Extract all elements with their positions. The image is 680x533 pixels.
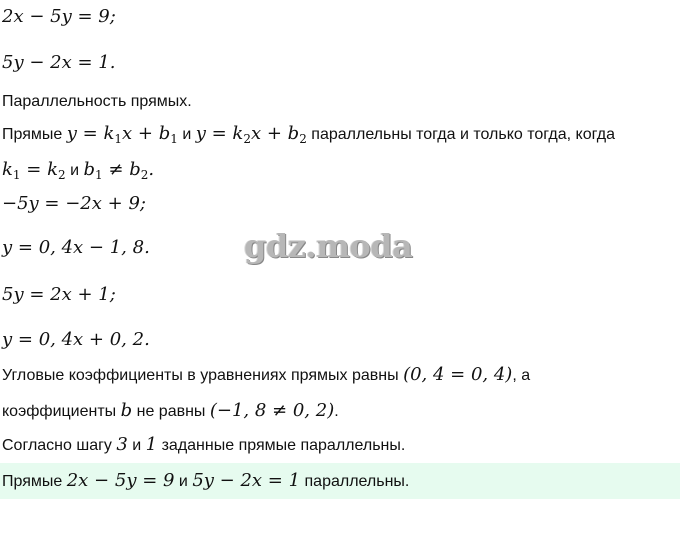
conclusion-eq-1: 2x − 5y = 9 — [66, 470, 175, 491]
rule-line-2 — [2, 160, 154, 181]
steps-step-2: 1 — [145, 434, 158, 455]
slopes-line-1 — [2, 365, 530, 386]
rule-line-1 — [2, 124, 615, 145]
section-heading — [2, 92, 192, 112]
derivation-2-math: y = 0, 4x − 1, 8. — [2, 237, 150, 258]
conclusion-eq-2: 5y − 2x = 1 — [192, 470, 301, 491]
rule-intercept-unequal: $b_1 \ne b_2$. — [83, 159, 155, 182]
slopes-condition-2: (−1, 8 ≠ 0, 2) — [209, 400, 335, 421]
section-heading-text: Параллельность прямых. — [2, 93, 192, 110]
slopes-text-2-mid: не равны — [136, 403, 206, 420]
steps-text-b: заданные прямые параллельны. — [161, 437, 406, 454]
steps-line — [2, 435, 405, 456]
watermark-logo: gdz.moda — [244, 227, 413, 265]
derivation-3-math: 5y = 2x + 1; — [2, 284, 116, 305]
slopes-text-1: Угловые коэффициенты в уравнениях прямых равны — [2, 367, 399, 384]
rule-line-b-formula: $y = k_2x + b_2$ — [195, 123, 307, 146]
equation-2-math: 5y − 2x = 1. — [2, 52, 116, 73]
rule-and-1: и — [182, 126, 192, 143]
equation-1-math: 2x − 5y = 9; — [2, 6, 116, 27]
conclusion-prefix: Прямые — [2, 473, 63, 490]
steps-and: и — [132, 437, 142, 454]
derivation-1 — [2, 194, 146, 215]
equation-1 — [2, 7, 116, 28]
rule-and-2: и — [70, 162, 80, 179]
slopes-text-2: коэффициенты — [2, 403, 117, 420]
slopes-text-2-end: . — [334, 403, 339, 420]
derivation-4-math: y = 0, 4x + 0, 2. — [2, 329, 150, 350]
rule-line-a-formula: $y = k_1x + b_1$ — [66, 123, 178, 146]
derivation-3 — [2, 285, 116, 306]
conclusion-suffix: параллельны. — [304, 473, 410, 490]
slopes-line-2 — [2, 401, 339, 422]
conclusion-line — [2, 471, 409, 492]
slopes-var-b: b — [120, 400, 133, 421]
rule-slope-equal: $k_1 = k_2$ — [2, 159, 66, 182]
rule-prefix: Прямые — [2, 126, 63, 143]
equation-2 — [2, 53, 115, 74]
steps-step-1: 3 — [116, 434, 128, 455]
steps-text-a: Согласно шагу — [2, 437, 112, 454]
slopes-condition-1: (0, 4 = 0, 4) — [403, 364, 513, 385]
derivation-1-math: −5y = −2x + 9; — [2, 193, 146, 214]
rule-suffix: параллельны тогда и только тогда, когда — [311, 126, 615, 143]
conclusion-and: и — [178, 473, 188, 490]
slopes-text-1-end: , а — [512, 367, 531, 384]
derivation-4 — [2, 330, 150, 351]
derivation-2 — [2, 238, 150, 259]
